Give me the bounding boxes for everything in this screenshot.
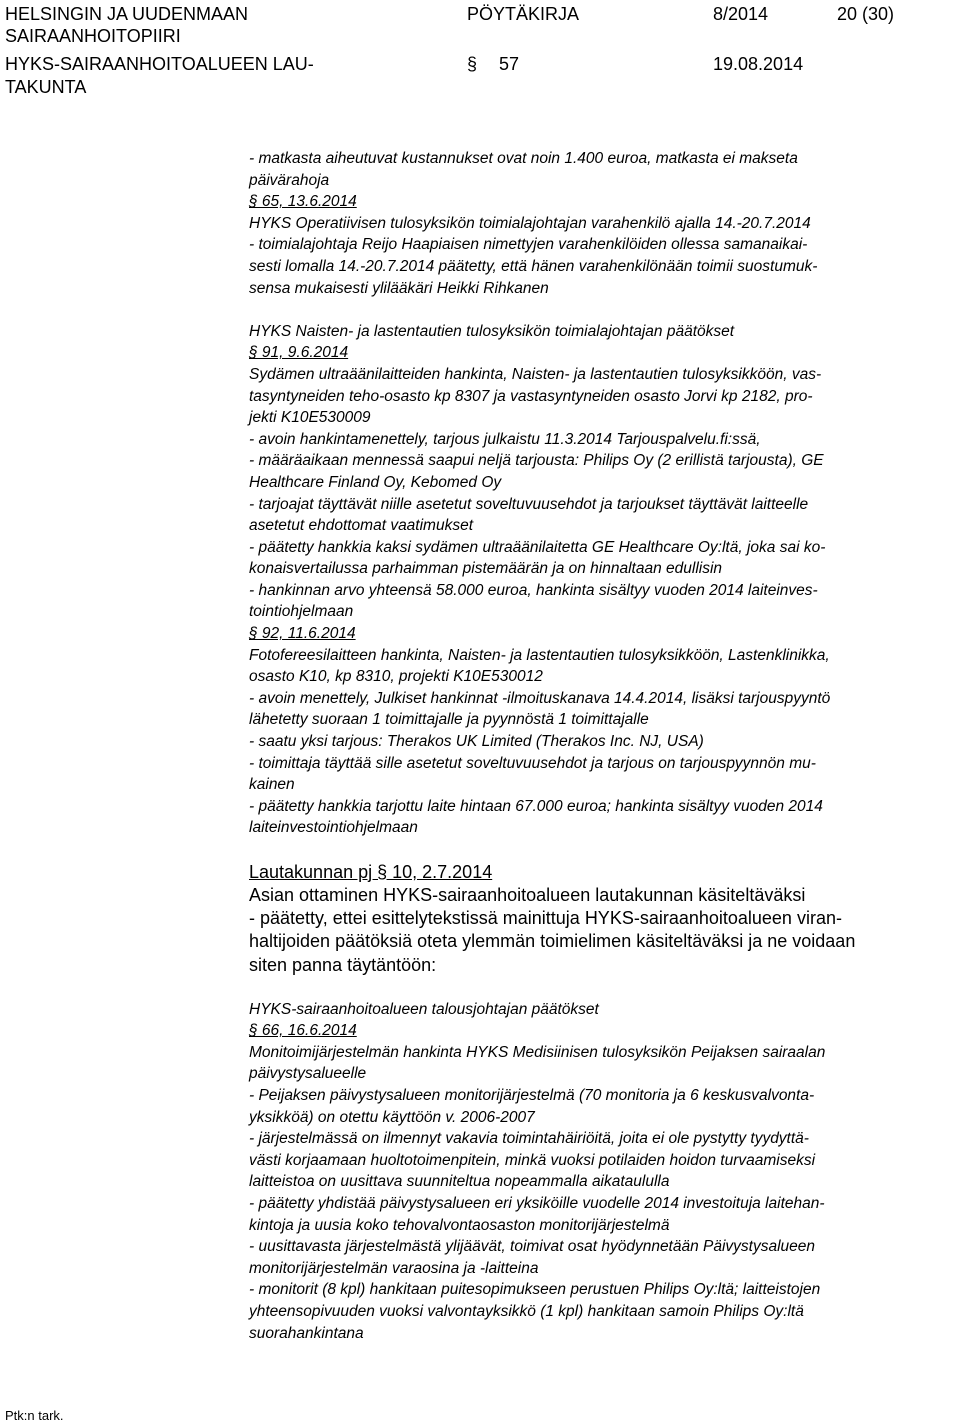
text-line: - toimittaja täyttää sille asetetut soveltuvuusehdot ja tarjous on tarjouspyynnön mu- [249, 754, 816, 772]
text-line: haltijoiden päätöksiä oteta ylemmän toimielimen käsiteltäväksi ja ne voidaan [249, 931, 856, 952]
block-chair-decision [249, 861, 954, 977]
text-line: Sydämen ultraäänilaitteiden hankinta, Naisten- ja lastentautien tulosyksikköön, vas- [249, 365, 822, 383]
text-line: Healthcare Finland Oy, Kebomed Oy [249, 473, 502, 491]
document-body [249, 148, 954, 1344]
text-line: - matkasta aiheutuvat kustannukset ovat noin 1.400 euroa, matkasta ei makseta [249, 150, 798, 167]
text-line: - päätetty hankkia tarjottu laite hintaan 67.000 euroa; hankinta sisältyy vuoden 2014 [249, 797, 823, 815]
section-symbol: § [467, 54, 478, 74]
text-line: HYKS Operatiivisen tulosyksikön toimialajohtajan varahenkilö ajalla 14.-20.7.2014 [249, 214, 811, 232]
section-number: 57 [499, 54, 520, 74]
text-line: - avoin menettely, Julkiset hankinnat -ilmoituskanava 14.4.2014, lisäksi tarjouspyyntö [249, 689, 831, 707]
text-line: kintoja ja uusia koko tehovalvontaosaston monitorijärjestelmä [249, 1216, 670, 1234]
text-line: tointiohjelmaan [249, 603, 354, 621]
text-line: suorahankintana [249, 1324, 364, 1342]
org-name-line2: SAIRAANHOITOPIIRI [5, 26, 181, 46]
text-line: monitorijärjestelmän varaosina ja -laitteina [249, 1259, 539, 1277]
text-line: lähetetty suoraan 1 toimittajalle ja pyynnöstä 1 toimittajalle [249, 711, 649, 729]
meeting-date: 19.08.2014 [713, 54, 804, 74]
text-line: - toimialajohtaja Reijo Haapiaisen nimettyjen varahenkilöiden ollessa samanaikai- [249, 236, 808, 254]
text-line: - tarjoajat täyttävät niille asetetut soveltuvuusehdot ja tarjoukset täyttävät laitteelle [249, 495, 809, 513]
text-line: päivystysalueelle [249, 1065, 367, 1083]
text-line: asetetut ehdottomat vaatimukset [249, 517, 474, 535]
text-line: konaisvertailussa parhaimman pistemäärän ja on hinnaltaan edullisin [249, 560, 723, 578]
text-line: yksikköä) on otettu käyttöön v. 2006-2007 [249, 1108, 535, 1126]
section-reference: § 91, 9.6.2014 [249, 344, 349, 362]
text-line: sesti lomalla 14.-20.7.2014 päätetty, että hänen varahenkilönään toimii suostumuk- [249, 257, 818, 275]
text-line: västi korjaamaan huoltotoimenpitein, minkä vuoksi potilaiden hoidon turvaamiseksi [249, 1151, 816, 1169]
text-line: tasyntyneiden teho-osasto kp 8307 ja vastasyntyneiden osasto Jorvi kp 2182, pro- [249, 387, 813, 405]
text-line: osasto K10, kp 8310, projekti K10E530012 [249, 668, 543, 686]
text-line: Monitoimijärjestelmän hankinta HYKS Medisiinisen tulosyksikön Peijaksen sairaalan [249, 1043, 826, 1061]
text-line: - avoin hankintamenettely, tarjous julkaistu 11.3.2014 Tarjouspalvelu.fi:ssä, [249, 430, 761, 448]
block-womens-childrens-decisions [249, 321, 954, 839]
section-reference: § 66, 16.6.2014 [249, 1022, 357, 1040]
text-line: päivärahoja [249, 171, 330, 189]
text-line: sensa mukaisesti ylilääkäri Heikki Rihkanen [249, 279, 549, 297]
text-line: - uusittavasta järjestelmästä ylijäävät, toimivat osat hyödynnetään Päivystysalueen [249, 1238, 816, 1256]
text-line: - Peijaksen päivystysalueen monitorijärjestelmä (70 monitoria ja 6 keskusvalvonta- [249, 1087, 815, 1105]
doc-number: 8/2014 [713, 4, 769, 24]
text-line: - määräaikaan mennessä saapui neljä tarjousta: Philips Oy (2 erillistä tarjousta), GE [249, 452, 824, 470]
text-line: yhteensopivuuden vuoksi valvontayksikkö (1 kpl) hankitaan samoin Philips Oy:ltä [249, 1302, 804, 1320]
section-reference: § 92, 11.6.2014 [249, 625, 356, 643]
text-line: - päätetty hankkia kaksi sydämen ultraäänilaitetta GE Healthcare Oy:ltä, joka sai ko- [249, 538, 826, 556]
section-reference: Lautakunnan pj § 10, 2.7.2014 [249, 861, 493, 882]
text-line: - hankinnan arvo yhteensä 58.000 euroa, hankinta sisältyy vuoden 2014 laiteinves- [249, 581, 818, 599]
text-line: - monitorit (8 kpl) hankitaan puitesopimukseen perustuen Philips Oy:ltä; laitteistojen [249, 1281, 821, 1299]
subheading: HYKS-sairaanhoitoalueen talousjohtajan päätökset [249, 1000, 599, 1018]
subheading: HYKS Naisten- ja lastentautien tulosyksikön toimialajohtajan päätökset [249, 322, 735, 340]
page-number: 20 (30) [837, 4, 895, 24]
text-line: Asian ottaminen HYKS-sairaanhoitoalueen lautakunnan käsiteltäväksi [249, 884, 806, 905]
text-line: kainen [249, 776, 295, 794]
dept-name-line2: TAKUNTA [5, 77, 87, 97]
text-line: siten panna täytäntöön: [249, 954, 437, 975]
doc-type: PÖYTÄKIRJA [467, 4, 580, 24]
text-line: laiteinvestointiohjelmaan [249, 819, 418, 837]
block-travel-decisions [249, 148, 954, 299]
text-line: - päätetty yhdistää päivystysalueen eri yksiköille vuodelle 2014 investoituja laitehan- [249, 1195, 825, 1213]
dept-name-line1: HYKS-SAIRAANHOITOALUEEN LAU- [5, 54, 314, 74]
text-line: - saatu yksi tarjous: Therakos UK Limited (Therakos Inc. NJ, USA) [249, 733, 704, 751]
section-reference: § 65, 13.6.2014 [249, 193, 357, 211]
block-finance-director-decisions [249, 999, 954, 1345]
org-name-line1: HELSINGIN JA UUDENMAAN [5, 4, 249, 24]
text-line: jekti K10E530009 [249, 409, 371, 427]
text-line: - järjestelmässä on ilmennyt vakavia toimintahäiriöitä, joita ei ole pystytty tyydyttä- [249, 1130, 809, 1148]
text-line: Fotofereesilaitteen hankinta, Naisten- ja lastentautien tulosyksikköön, Lastenklinikka, [249, 646, 830, 664]
text-line: - päätetty, ettei esittelytekstissä mainittuja HYKS-sairaanhoitoalueen viran- [249, 908, 842, 929]
text-line: laitteistoa on uusittava suunniteltua nopeammalla aikataululla [249, 1173, 670, 1191]
footer-initials-label: Ptk:n tark. [5, 1408, 64, 1423]
